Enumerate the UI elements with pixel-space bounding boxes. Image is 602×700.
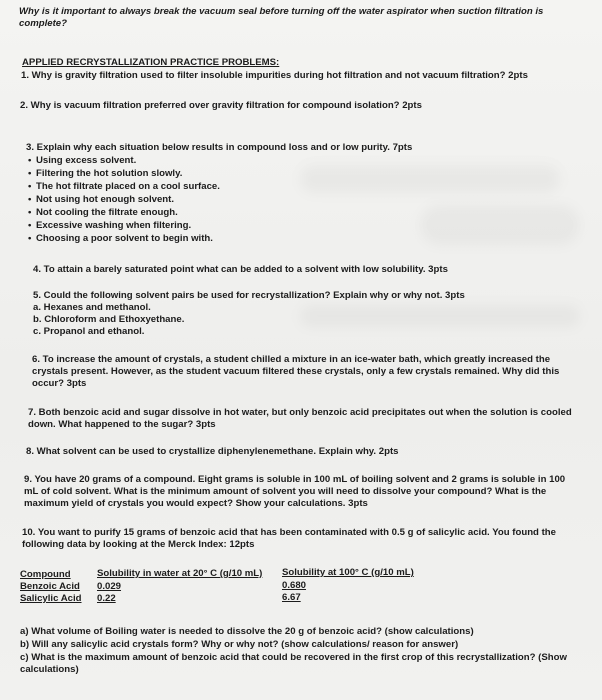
table-header-compound: Compound <box>20 569 71 580</box>
question-8: 8. What solvent can be used to crystallize diphenylenemethane. Explain why. 2pts <box>26 446 399 457</box>
table-cell-compound: Salicylic Acid <box>20 593 82 604</box>
table-header-solubility-20c: Solubility in water at 20° C (g/10 mL) <box>97 568 263 579</box>
q3-item: • Filtering the hot solution slowly. <box>36 168 182 180</box>
q3-item: • Not cooling the filtrate enough. <box>36 207 178 219</box>
q3-item: • Excessive washing when filtering. <box>36 220 191 232</box>
q5-option-a: a. Hexanes and methanol. <box>33 302 151 313</box>
table-cell-solubility-20c: 0.22 <box>97 593 116 604</box>
question-4: 4. To attain a barely saturated point what can be added to a solvent with low solubility. 3pts <box>33 264 448 275</box>
table-cell-solubility-100c: 0.680 <box>282 580 307 591</box>
question-5: 5. Could the following solvent pairs be used for recrystallization? Explain why or why not. 3pts <box>33 290 465 301</box>
question-10-b: b) Will any salicylic acid crystals form? Why or why not? (show calculations/ reason for answer) <box>20 639 459 650</box>
question-6: 6. To increase the amount of crystals, a student chilled a mixture in an ice-water bath, which greatly increased the crystals present. However, as the student vacuum filtered these crystals, only a few crystals remained. Why did this occur? 3pts <box>32 354 560 389</box>
q5-option-b: b. Chloroform and Ethoxyethane. <box>33 314 185 325</box>
question-9: 9. You have 20 grams of a compound. Eight grams is soluble in 100 mL of boiling solvent and 2 grams is soluble in 100 mL of cold solvent. What is the minimum amount of solvent you will need to dissolve your compound? What is the maximum yield of crystals you would expect? Show your calculations. 3pts <box>24 474 566 509</box>
table-cell-solubility-100c: 6.67 <box>282 592 301 603</box>
bleed-through-shadow <box>300 165 560 193</box>
q3-item: • Choosing a poor solvent to begin with. <box>36 233 213 245</box>
question-10-c: c) What is the maximum amount of benzoic acid that could be recovered in the first crop of this recrystallization? (Show calculations) <box>20 652 567 675</box>
section-title: APPLIED RECRYSTALLIZATION PRACTICE PROBLEMS: <box>22 57 280 68</box>
table-header-solubility-100c: Solubility at 100° C (g/10 mL) <box>282 567 414 578</box>
bleed-through-shadow <box>420 205 580 245</box>
question-10: 10. You want to purify 15 grams of benzoic acid that has been contaminated with 0.5 g of salicylic acid. You found the following data by looking at the Merck Index: 12pts <box>22 527 556 550</box>
q5-option-c: c. Propanol and ethanol. <box>33 326 145 337</box>
intro-question: Why is it important to always break the vacuum seal before turning off the water aspirator when suction filtration is complete? <box>19 6 544 29</box>
q3-item: • Not using hot enough solvent. <box>36 194 174 206</box>
bleed-through-shadow <box>300 305 580 327</box>
question-1: 1. Why is gravity filtration used to filter insoluble impurities during hot filtration and not vacuum filtration? 2pts <box>21 70 528 81</box>
question-3: 3. Explain why each situation below results in compound loss and or low purity. 7pts <box>26 142 413 153</box>
question-7: 7. Both benzoic acid and sugar dissolve in hot water, but only benzoic acid precipitates out when the solution is cooled down. What happened to the sugar? 3pts <box>28 407 572 430</box>
table-cell-compound: Benzoic Acid <box>20 581 80 592</box>
q3-item: • Using excess solvent. <box>36 155 136 167</box>
table-cell-solubility-20c: 0.029 <box>97 581 122 592</box>
q3-item: • The hot filtrate placed on a cool surface. <box>36 181 220 193</box>
question-2: 2. Why is vacuum filtration preferred over gravity filtration for compound isolation? 2pts <box>20 100 422 111</box>
question-10-a: a) What volume of Boiling water is needed to dissolve the 20 g of benzoic acid? (show calculations) <box>20 626 474 637</box>
